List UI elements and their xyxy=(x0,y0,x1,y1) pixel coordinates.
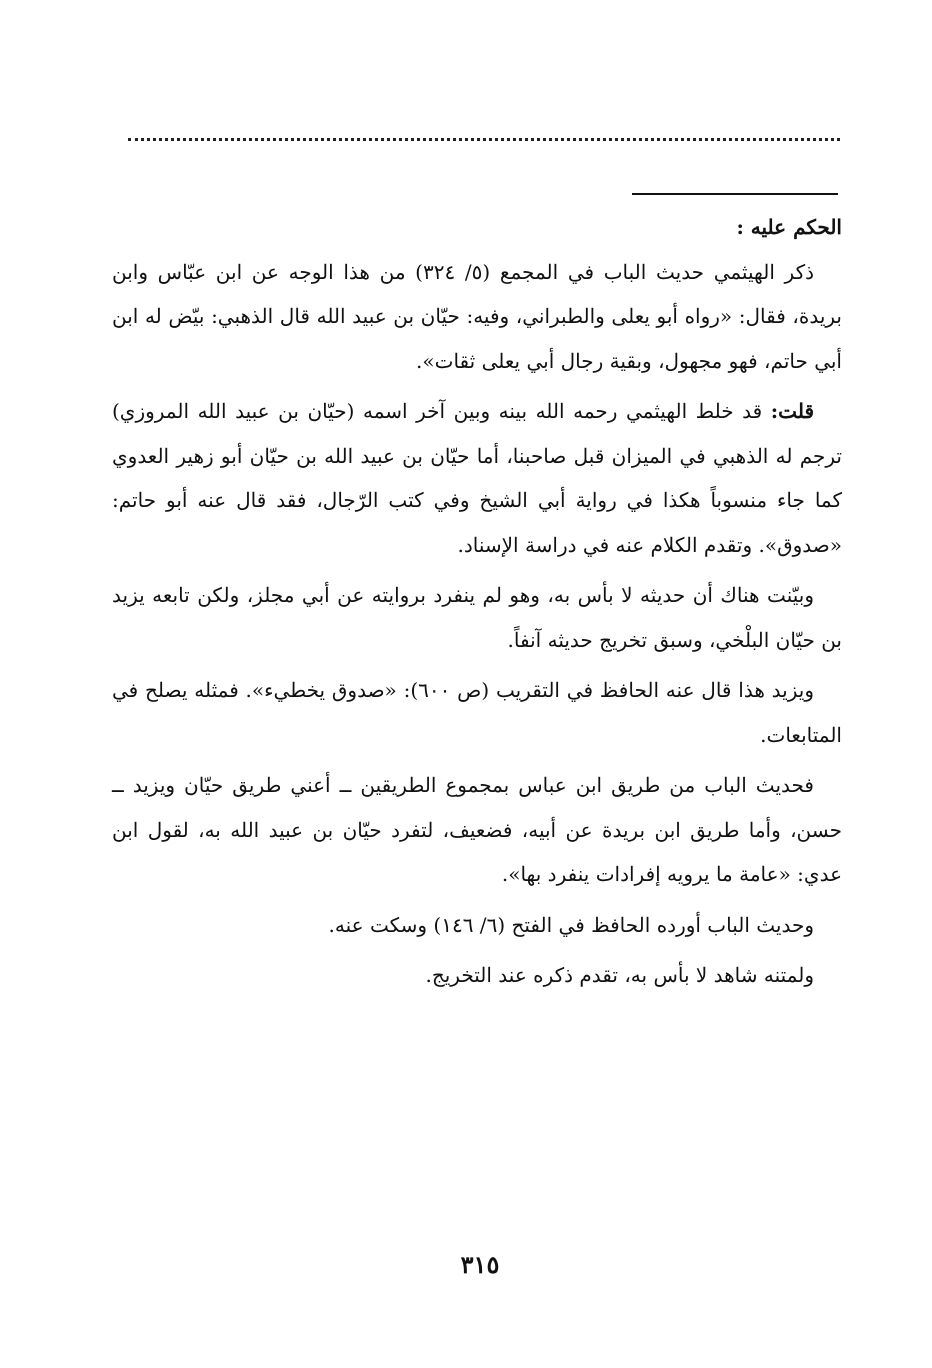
paragraph xyxy=(112,763,842,897)
paragraph-text: ولمتنه شاهد لا بأس به، تقدم ذكره عند التخريج. xyxy=(425,963,814,987)
section-heading: الحكم عليه : xyxy=(736,215,842,239)
dotted-separator xyxy=(128,138,840,141)
paragraph xyxy=(112,573,842,662)
paragraph xyxy=(112,250,842,384)
paragraph-lead: قلت: xyxy=(770,399,814,423)
paragraph-text: وحديث الباب أورده الحافظ في الفتح (٦/ ١٤٦) وسكت عنه. xyxy=(328,912,814,937)
paragraph-text: وبيّنت هناك أن حديثه لا بأس به، وهو لم ينفرد بروايته عن أبي مجلز، ولكن تابعه يزيد بن حيّان البلْخي، وسبق تخريج حديثه آنفاً. xyxy=(112,583,842,652)
paragraph-text: فحديث الباب من طريق ابن عباس بمجموع الطريقين ــ أعني طريق حيّان ويزيد ــ حسن، وأما طريق ابن بريدة عن أبيه، فضعيف، لتفرد حيّان بن عبيد الله به، لقول ابن عدي: «عامة ما يرويه إفرادات ينفرد بها». xyxy=(112,773,842,886)
page-number: ٣١٥ xyxy=(460,1250,500,1279)
paragraph xyxy=(112,953,842,998)
main-text xyxy=(112,205,842,998)
paragraph-text: ويزيد هذا قال عنه الحافظ في التقريب (ص ٦٠٠): «صدوق يخطيء». فمثله يصلح في المتابعات. xyxy=(112,678,842,747)
paragraph xyxy=(112,668,842,757)
paragraph xyxy=(112,389,842,567)
paragraph xyxy=(112,903,842,948)
section-rule xyxy=(632,193,838,195)
paragraph-text: ذكر الهيثمي حديث الباب في المجمع (٥/ ٣٢٤) من هذا الوجه عن ابن عبّاس وابن بريدة، فقال: «رواه أبو يعلى والطبراني، وفيه: حيّان بن عبيد الله قال الذهبي: بيّض له ابن أبي حاتم، فهو مجهول، وبقية رجال أبي يعلى ثقات». xyxy=(112,259,842,373)
paragraph-text: قد خلط الهيثمي رحمه الله بينه وبين آخر اسمه (حيّان بن عبيد الله المروزي) ترجم له الذهبي في الميزان قبل صاحبنا، أما حيّان بن عبيد الله بن حيّان أبو زهير العدوي كما جاء منسوباً هكذا في رواية أبي الشيخ وفي كتب الرّجال، فقد قال عنه أبو حاتم: «صدوق». وتقدم الكلام عنه في دراسة الإسناد. xyxy=(112,399,842,557)
